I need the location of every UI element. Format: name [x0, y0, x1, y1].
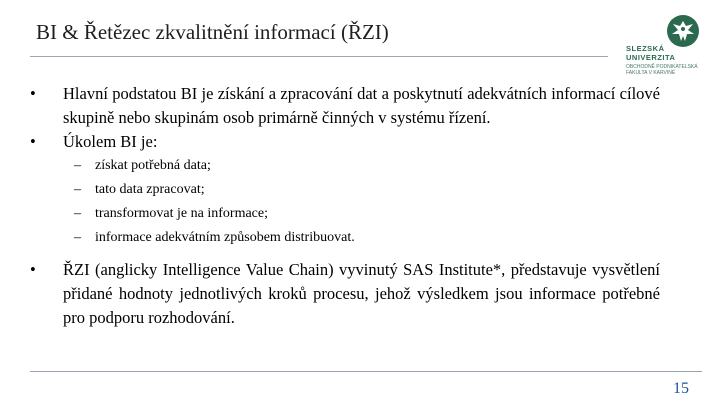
bullet-icon: • [30, 260, 36, 279]
dash-icon: – [74, 182, 81, 197]
sub-item-text: získat potřebná data; [95, 158, 211, 173]
sub-list-item [30, 154, 660, 178]
dash-icon: – [74, 230, 81, 245]
dash-icon: – [74, 158, 81, 173]
bullet-text: Hlavní podstatou BI je získání a zpracování dat a poskytnutí adekvátních informací cílové skupině nebo skupinám osob primárně činných v systému řízení. [63, 84, 660, 127]
logo-text-line3: OBCHODNĚ PODNIKATELSKÁ FAKULTA V KARVINÉ [626, 64, 698, 76]
sub-item-text: transformovat je na informace; [95, 206, 268, 221]
bullet-icon: • [30, 132, 36, 151]
sub-list-item [30, 202, 660, 226]
bullet-text: Úkolem BI je: [63, 132, 158, 151]
bullet-item [30, 130, 660, 154]
sub-item-text: tato data zpracovat; [95, 182, 205, 197]
slide-title: BI & Řetězec zkvalitnění informací (ŘZI) [36, 20, 389, 44]
university-logo [620, 14, 710, 80]
page-number: 15 [673, 380, 689, 397]
bullet-text: ŘZI (anglicky Intelligence Value Chain) vyvinutý SAS Institute*, představuje vysvětlení přidané hodnoty jednotlivých kroků procesu, jehož výsledkem jsou informace potřebné pro podporu rozhodování. [63, 260, 660, 327]
slide-content [30, 82, 660, 330]
title-divider [30, 56, 608, 57]
bullet-item [30, 82, 660, 130]
sub-list-item [30, 226, 660, 250]
bullet-icon: • [30, 84, 36, 103]
eagle-emblem-icon [666, 14, 700, 48]
logo-text-line2: UNIVERZITA [626, 53, 676, 62]
sub-list [30, 154, 660, 250]
sub-item-text: informace adekvátním způsobem distribuovat. [95, 230, 355, 245]
bullet-item [30, 258, 660, 330]
logo-text-line1: SLEZSKÁ [626, 44, 665, 53]
footer-divider [30, 371, 702, 372]
dash-icon: – [74, 206, 81, 221]
sub-list-item [30, 178, 660, 202]
